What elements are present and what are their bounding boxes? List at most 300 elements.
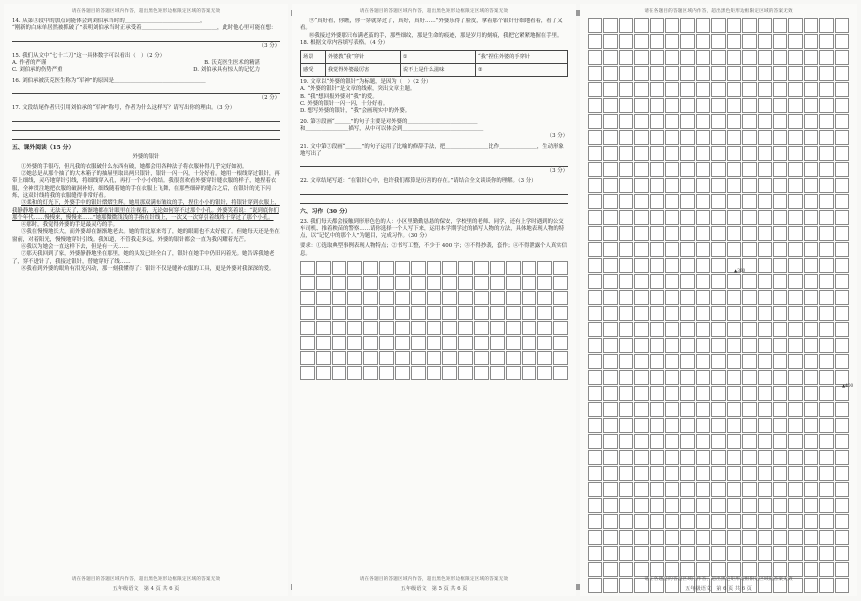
grid-cell[interactable] <box>742 162 756 177</box>
grid-cell[interactable] <box>758 194 772 209</box>
grid-cell[interactable] <box>490 366 505 380</box>
grid-cell[interactable] <box>458 291 473 305</box>
grid-cell[interactable] <box>634 290 648 305</box>
grid-cell[interactable] <box>474 366 489 380</box>
grid-cell[interactable] <box>316 261 331 275</box>
grid-cell[interactable] <box>742 18 756 33</box>
grid-cell[interactable] <box>665 514 679 529</box>
q15-option-c[interactable]: C. 刘伯承的伤势严重 <box>12 67 63 74</box>
grid-cell[interactable] <box>619 498 633 513</box>
q19-option-b[interactable]: B. “我”想回报外婆对“我”的爱。 <box>300 93 378 100</box>
grid-cell[interactable] <box>522 321 537 335</box>
grid-cell[interactable] <box>680 130 694 145</box>
grid-cell[interactable] <box>680 194 694 209</box>
grid-cell[interactable] <box>804 194 818 209</box>
grid-cell[interactable] <box>665 450 679 465</box>
grid-cell[interactable] <box>835 162 849 177</box>
grid-cell[interactable] <box>300 276 315 290</box>
grid-cell[interactable] <box>650 18 664 33</box>
grid-cell[interactable] <box>711 306 725 321</box>
grid-cell[interactable] <box>619 274 633 289</box>
grid-cell[interactable] <box>804 322 818 337</box>
grid-cell[interactable] <box>634 274 648 289</box>
grid-cell[interactable] <box>758 450 772 465</box>
grid-cell[interactable] <box>758 370 772 385</box>
grid-cell[interactable] <box>788 146 802 161</box>
grid-cell[interactable] <box>835 226 849 241</box>
grid-cell[interactable] <box>588 290 602 305</box>
grid-cell[interactable] <box>742 98 756 113</box>
grid-cell[interactable] <box>727 466 741 481</box>
grid-cell[interactable] <box>696 194 710 209</box>
grid-cell[interactable] <box>819 418 833 433</box>
grid-cell[interactable] <box>819 498 833 513</box>
grid-cell[interactable] <box>474 261 489 275</box>
writing-grid[interactable] <box>300 261 568 380</box>
grid-cell[interactable] <box>619 82 633 97</box>
grid-cell[interactable] <box>773 258 787 273</box>
grid-cell[interactable] <box>711 162 725 177</box>
grid-cell[interactable] <box>379 306 394 320</box>
grid-cell[interactable] <box>650 162 664 177</box>
grid-cell[interactable] <box>804 562 818 577</box>
grid-cell[interactable] <box>506 306 521 320</box>
grid-cell[interactable] <box>727 130 741 145</box>
grid-cell[interactable] <box>727 322 741 337</box>
grid-cell[interactable] <box>458 351 473 365</box>
grid-cell[interactable] <box>634 386 648 401</box>
grid-cell[interactable] <box>603 34 617 49</box>
grid-cell[interactable] <box>835 146 849 161</box>
grid-cell[interactable] <box>696 114 710 129</box>
grid-cell[interactable] <box>696 274 710 289</box>
grid-cell[interactable] <box>788 354 802 369</box>
grid-cell[interactable] <box>603 226 617 241</box>
grid-cell[interactable] <box>665 274 679 289</box>
grid-cell[interactable] <box>363 351 378 365</box>
grid-cell[interactable] <box>603 178 617 193</box>
grid-cell[interactable] <box>696 66 710 81</box>
grid-cell[interactable] <box>711 146 725 161</box>
grid-cell[interactable] <box>773 434 787 449</box>
grid-cell[interactable] <box>522 306 537 320</box>
grid-cell[interactable] <box>603 498 617 513</box>
grid-cell[interactable] <box>727 290 741 305</box>
grid-cell[interactable] <box>619 66 633 81</box>
grid-cell[interactable] <box>634 434 648 449</box>
grid-cell[interactable] <box>727 546 741 561</box>
grid-cell[interactable] <box>835 514 849 529</box>
grid-cell[interactable] <box>603 194 617 209</box>
grid-cell[interactable] <box>727 210 741 225</box>
grid-cell[interactable] <box>758 290 772 305</box>
grid-cell[interactable] <box>819 530 833 545</box>
grid-cell[interactable] <box>835 194 849 209</box>
grid-cell[interactable] <box>788 434 802 449</box>
grid-cell[interactable] <box>773 402 787 417</box>
grid-cell[interactable] <box>427 321 442 335</box>
grid-cell[interactable] <box>442 336 457 350</box>
grid-cell[interactable] <box>619 370 633 385</box>
grid-cell[interactable] <box>603 418 617 433</box>
grid-cell[interactable] <box>727 162 741 177</box>
grid-cell[interactable] <box>819 34 833 49</box>
grid-cell[interactable] <box>665 258 679 273</box>
grid-cell[interactable] <box>522 276 537 290</box>
grid-cell[interactable] <box>588 434 602 449</box>
grid-cell[interactable] <box>788 370 802 385</box>
grid-cell[interactable] <box>758 34 772 49</box>
grid-cell[interactable] <box>603 306 617 321</box>
grid-cell[interactable] <box>727 434 741 449</box>
grid-cell[interactable] <box>588 354 602 369</box>
grid-cell[interactable] <box>650 210 664 225</box>
grid-cell[interactable] <box>588 210 602 225</box>
grid-cell[interactable] <box>680 546 694 561</box>
grid-cell[interactable] <box>758 562 772 577</box>
grid-cell[interactable] <box>650 354 664 369</box>
grid-cell[interactable] <box>758 82 772 97</box>
grid-cell[interactable] <box>634 82 648 97</box>
grid-cell[interactable] <box>506 291 521 305</box>
grid-cell[interactable] <box>788 178 802 193</box>
grid-cell[interactable] <box>758 482 772 497</box>
grid-cell[interactable] <box>804 114 818 129</box>
q15-option-b[interactable]: B. 沃克医生医术的精湛 <box>204 60 260 67</box>
grid-cell[interactable] <box>680 386 694 401</box>
grid-cell[interactable] <box>553 276 568 290</box>
grid-cell[interactable] <box>650 386 664 401</box>
grid-cell[interactable] <box>332 351 347 365</box>
grid-cell[interactable] <box>619 386 633 401</box>
grid-cell[interactable] <box>680 66 694 81</box>
answer-line[interactable] <box>12 114 280 122</box>
grid-cell[interactable] <box>804 210 818 225</box>
grid-cell[interactable] <box>773 450 787 465</box>
grid-cell[interactable] <box>819 146 833 161</box>
grid-cell[interactable] <box>696 546 710 561</box>
grid-cell[interactable] <box>758 274 772 289</box>
grid-cell[interactable] <box>696 514 710 529</box>
grid-cell[interactable] <box>650 50 664 65</box>
grid-cell[interactable] <box>634 450 648 465</box>
grid-cell[interactable] <box>665 466 679 481</box>
grid-cell[interactable] <box>804 226 818 241</box>
grid-cell[interactable] <box>603 402 617 417</box>
grid-cell[interactable] <box>300 291 315 305</box>
grid-cell[interactable] <box>819 242 833 257</box>
grid-cell[interactable] <box>696 210 710 225</box>
grid-cell[interactable] <box>665 178 679 193</box>
grid-cell[interactable] <box>650 34 664 49</box>
grid-cell[interactable] <box>650 338 664 353</box>
grid-cell[interactable] <box>665 370 679 385</box>
grid-cell[interactable] <box>696 178 710 193</box>
grid-cell[interactable] <box>773 98 787 113</box>
grid-cell[interactable] <box>758 434 772 449</box>
grid-cell[interactable] <box>819 210 833 225</box>
grid-cell[interactable] <box>665 386 679 401</box>
grid-cell[interactable] <box>537 306 552 320</box>
grid-cell[interactable] <box>634 370 648 385</box>
grid-cell[interactable] <box>603 290 617 305</box>
grid-cell[interactable] <box>788 226 802 241</box>
grid-cell[interactable] <box>727 18 741 33</box>
grid-cell[interactable] <box>603 338 617 353</box>
answer-line[interactable] <box>12 123 280 131</box>
grid-cell[interactable] <box>588 450 602 465</box>
grid-cell[interactable] <box>788 258 802 273</box>
grid-cell[interactable] <box>332 321 347 335</box>
grid-cell[interactable] <box>819 18 833 33</box>
grid-cell[interactable] <box>788 482 802 497</box>
grid-cell[interactable] <box>788 450 802 465</box>
grid-cell[interactable] <box>804 354 818 369</box>
grid-cell[interactable] <box>696 466 710 481</box>
grid-cell[interactable] <box>395 306 410 320</box>
grid-cell[interactable] <box>680 50 694 65</box>
grid-cell[interactable] <box>742 226 756 241</box>
grid-cell[interactable] <box>650 418 664 433</box>
grid-cell[interactable] <box>680 306 694 321</box>
grid-cell[interactable] <box>711 514 725 529</box>
grid-cell[interactable] <box>395 261 410 275</box>
grid-cell[interactable] <box>727 194 741 209</box>
grid-cell[interactable] <box>634 498 648 513</box>
grid-cell[interactable] <box>650 82 664 97</box>
grid-cell[interactable] <box>819 322 833 337</box>
grid-cell[interactable] <box>788 194 802 209</box>
grid-cell[interactable] <box>711 386 725 401</box>
grid-cell[interactable] <box>819 50 833 65</box>
grid-cell[interactable] <box>395 366 410 380</box>
grid-cell[interactable] <box>788 242 802 257</box>
grid-cell[interactable] <box>619 146 633 161</box>
grid-cell[interactable] <box>379 366 394 380</box>
grid-cell[interactable] <box>522 336 537 350</box>
grid-cell[interactable] <box>773 306 787 321</box>
grid-cell[interactable] <box>696 338 710 353</box>
grid-cell[interactable] <box>395 276 410 290</box>
grid-cell[interactable] <box>835 114 849 129</box>
grid-cell[interactable] <box>680 514 694 529</box>
grid-cell[interactable] <box>742 514 756 529</box>
grid-cell[interactable] <box>588 466 602 481</box>
grid-cell[interactable] <box>819 482 833 497</box>
grid-cell[interactable] <box>522 291 537 305</box>
grid-cell[interactable] <box>819 82 833 97</box>
grid-cell[interactable] <box>634 18 648 33</box>
grid-cell[interactable] <box>819 130 833 145</box>
grid-cell[interactable] <box>835 418 849 433</box>
grid-cell[interactable] <box>819 66 833 81</box>
grid-cell[interactable] <box>819 178 833 193</box>
grid-cell[interactable] <box>804 466 818 481</box>
grid-cell[interactable] <box>711 482 725 497</box>
grid-cell[interactable] <box>742 130 756 145</box>
grid-cell[interactable] <box>804 514 818 529</box>
grid-cell[interactable] <box>442 366 457 380</box>
grid-cell[interactable] <box>758 162 772 177</box>
grid-cell[interactable] <box>650 546 664 561</box>
grid-cell[interactable] <box>650 98 664 113</box>
grid-cell[interactable] <box>804 82 818 97</box>
grid-cell[interactable] <box>619 322 633 337</box>
grid-cell[interactable] <box>619 130 633 145</box>
grid-cell[interactable] <box>819 450 833 465</box>
grid-cell[interactable] <box>758 130 772 145</box>
answer-line[interactable] <box>12 86 280 94</box>
grid-cell[interactable] <box>411 306 426 320</box>
grid-cell[interactable] <box>634 194 648 209</box>
grid-cell[interactable] <box>490 276 505 290</box>
grid-cell[interactable] <box>727 98 741 113</box>
grid-cell[interactable] <box>665 402 679 417</box>
grid-cell[interactable] <box>665 194 679 209</box>
grid-cell[interactable] <box>379 291 394 305</box>
grid-cell[interactable] <box>835 242 849 257</box>
grid-cell[interactable] <box>727 242 741 257</box>
grid-cell[interactable] <box>603 210 617 225</box>
writing-grid[interactable] <box>588 18 849 593</box>
grid-cell[interactable] <box>506 276 521 290</box>
grid-cell[interactable] <box>788 562 802 577</box>
grid-cell[interactable] <box>711 466 725 481</box>
grid-cell[interactable] <box>680 178 694 193</box>
q19-option-a[interactable]: A. “外婆的银针”是文章的线索，突出文章主题。 <box>300 86 416 93</box>
grid-cell[interactable] <box>788 130 802 145</box>
grid-cell[interactable] <box>773 146 787 161</box>
q19-option-d[interactable]: D. 想写外婆的银针，“我”会画现实中的外婆。 <box>300 108 411 115</box>
grid-cell[interactable] <box>835 306 849 321</box>
grid-cell[interactable] <box>300 366 315 380</box>
grid-cell[interactable] <box>332 306 347 320</box>
grid-cell[interactable] <box>665 210 679 225</box>
grid-cell[interactable] <box>395 336 410 350</box>
grid-cell[interactable] <box>742 50 756 65</box>
grid-cell[interactable] <box>742 146 756 161</box>
grid-cell[interactable] <box>835 18 849 33</box>
grid-cell[interactable] <box>773 322 787 337</box>
grid-cell[interactable] <box>665 18 679 33</box>
grid-cell[interactable] <box>742 242 756 257</box>
grid-cell[interactable] <box>788 82 802 97</box>
grid-cell[interactable] <box>603 82 617 97</box>
grid-cell[interactable] <box>650 434 664 449</box>
grid-cell[interactable] <box>742 82 756 97</box>
grid-cell[interactable] <box>680 258 694 273</box>
grid-cell[interactable] <box>665 562 679 577</box>
grid-cell[interactable] <box>819 386 833 401</box>
grid-cell[interactable] <box>603 514 617 529</box>
grid-cell[interactable] <box>742 354 756 369</box>
grid-cell[interactable] <box>665 354 679 369</box>
grid-cell[interactable] <box>665 290 679 305</box>
grid-cell[interactable] <box>665 226 679 241</box>
grid-cell[interactable] <box>711 370 725 385</box>
grid-cell[interactable] <box>650 242 664 257</box>
grid-cell[interactable] <box>665 130 679 145</box>
grid-cell[interactable] <box>773 466 787 481</box>
grid-cell[interactable] <box>819 274 833 289</box>
grid-cell[interactable] <box>758 242 772 257</box>
grid-cell[interactable] <box>804 306 818 321</box>
grid-cell[interactable] <box>742 194 756 209</box>
grid-cell[interactable] <box>619 258 633 273</box>
grid-cell[interactable] <box>727 482 741 497</box>
grid-cell[interactable] <box>773 50 787 65</box>
grid-cell[interactable] <box>819 258 833 273</box>
grid-cell[interactable] <box>634 562 648 577</box>
grid-cell[interactable] <box>332 276 347 290</box>
grid-cell[interactable] <box>711 354 725 369</box>
grid-cell[interactable] <box>742 530 756 545</box>
grid-cell[interactable] <box>588 226 602 241</box>
grid-cell[interactable] <box>665 242 679 257</box>
grid-cell[interactable] <box>788 18 802 33</box>
grid-cell[interactable] <box>427 351 442 365</box>
grid-cell[interactable] <box>665 98 679 113</box>
grid-cell[interactable] <box>727 386 741 401</box>
grid-cell[interactable] <box>395 321 410 335</box>
grid-cell[interactable] <box>773 386 787 401</box>
grid-cell[interactable] <box>665 546 679 561</box>
grid-cell[interactable] <box>727 34 741 49</box>
grid-cell[interactable] <box>442 291 457 305</box>
grid-cell[interactable] <box>788 290 802 305</box>
grid-cell[interactable] <box>804 178 818 193</box>
grid-cell[interactable] <box>835 290 849 305</box>
grid-cell[interactable] <box>634 178 648 193</box>
grid-cell[interactable] <box>363 306 378 320</box>
grid-cell[interactable] <box>603 130 617 145</box>
grid-cell[interactable] <box>474 276 489 290</box>
grid-cell[interactable] <box>474 336 489 350</box>
grid-cell[interactable] <box>665 114 679 129</box>
grid-cell[interactable] <box>619 50 633 65</box>
grid-cell[interactable] <box>363 261 378 275</box>
grid-cell[interactable] <box>603 242 617 257</box>
grid-cell[interactable] <box>603 146 617 161</box>
grid-cell[interactable] <box>711 178 725 193</box>
grid-cell[interactable] <box>742 338 756 353</box>
grid-cell[interactable] <box>696 82 710 97</box>
grid-cell[interactable] <box>696 322 710 337</box>
grid-cell[interactable] <box>758 98 772 113</box>
grid-cell[interactable] <box>835 98 849 113</box>
grid-cell[interactable] <box>619 450 633 465</box>
grid-cell[interactable] <box>696 98 710 113</box>
grid-cell[interactable] <box>588 130 602 145</box>
grid-cell[interactable] <box>490 306 505 320</box>
grid-cell[interactable] <box>711 338 725 353</box>
grid-cell[interactable] <box>506 261 521 275</box>
grid-cell[interactable] <box>711 546 725 561</box>
grid-cell[interactable] <box>442 351 457 365</box>
grid-cell[interactable] <box>603 114 617 129</box>
grid-cell[interactable] <box>835 66 849 81</box>
grid-cell[interactable] <box>742 402 756 417</box>
grid-cell[interactable] <box>835 130 849 145</box>
grid-cell[interactable] <box>835 354 849 369</box>
grid-cell[interactable] <box>619 194 633 209</box>
grid-cell[interactable] <box>553 306 568 320</box>
grid-cell[interactable] <box>696 402 710 417</box>
grid-cell[interactable] <box>411 261 426 275</box>
grid-cell[interactable] <box>634 466 648 481</box>
grid-cell[interactable] <box>819 338 833 353</box>
grid-cell[interactable] <box>711 322 725 337</box>
